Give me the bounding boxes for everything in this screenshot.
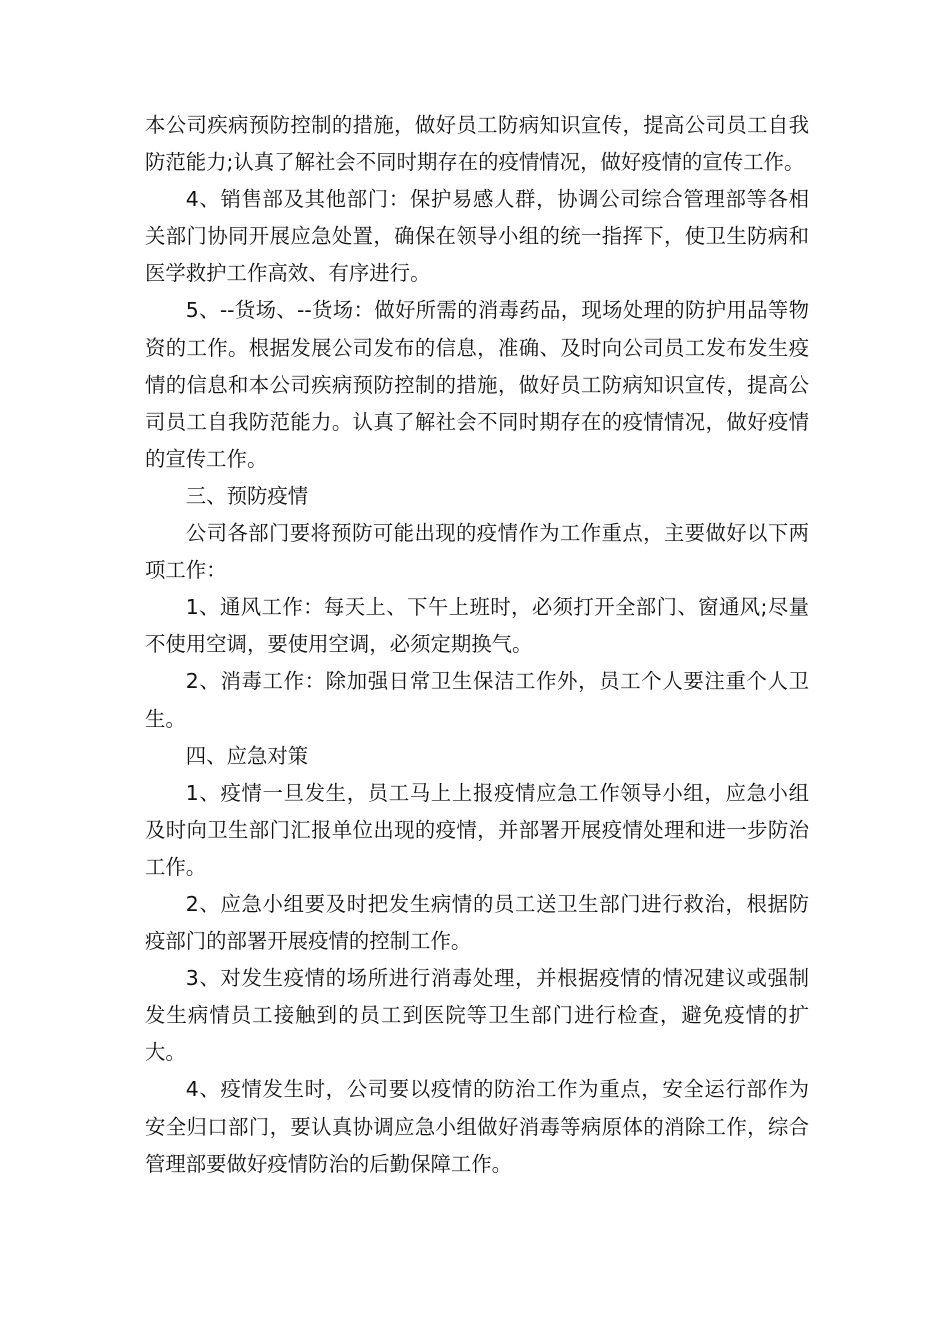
paragraph-disinfection: 2、消毒工作：除加强日常卫生保洁工作外，员工个人要注重个人卫生。: [145, 669, 809, 731]
paragraph-emergency-4: 4、疫情发生时，公司要以疫情的防治工作为重点，安全运行部作为安全归口部门，要认真协调应急小组做好消毒等病原体的消除工作，综合管理部要做好疫情防治的后勤保障工作。: [145, 1077, 809, 1176]
document-body: [145, 107, 809, 1183]
paragraph-prevention-intro: 公司各部门要将预防可能出现的疫情作为工作重点，主要做好以下两项工作：: [145, 521, 809, 583]
section-heading-prevention: 三、预防疫情: [185, 483, 309, 508]
section-heading-emergency: 四、应急对策: [185, 743, 309, 768]
paragraph-sales-dept: 4、销售部及其他部门：保护易感人群，协调公司综合管理部等各相关部门协同开展应急处置，确保在领导小组的统一指挥下，使卫生防病和医学救护工作高效、有序进行。: [145, 187, 809, 286]
paragraph-emergency-1: 1、疫情一旦发生，员工马上上报疫情应急工作领导小组，应急小组及时向卫生部门汇报单位出现的疫情，并部署开展疫情处理和进一步防治工作。: [145, 780, 809, 879]
paragraph-continuation: 本公司疾病预防控制的措施，做好员工防病知识宣传，提高公司员工自我防范能力;认真了解社会不同时期存在的疫情情况，做好疫情的宣传工作。: [145, 113, 809, 175]
paragraph-emergency-3: 3、对发生疫情的场所进行消毒处理，并根据疫情的情况建议或强制发生病情员工接触到的员工到医院等卫生部门进行检查，避免疫情的扩大。: [145, 966, 809, 1065]
paragraph-freight-yard: 5、--货场、--货场：做好所需的消毒药品，现场处理的防护用品等物资的工作。根据发展公司发布的信息，准确、及时向公司员工发布发生疫情的信息和本公司疾病预防控制的措施，做好员工防病知识宣传，提高公司员工自我防范能力。认真了解社会不同时期存在的疫情情况，做好疫情的宣传工作。: [145, 298, 809, 471]
paragraph-emergency-2: 2、应急小组要及时把发生病情的员工送卫生部门进行救治，根据防疫部门的部署开展疫情的控制工作。: [145, 891, 809, 954]
paragraph-ventilation: 1、通风工作：每天上、下午上班时，必须打开全部门、窗通风;尽量不使用空调，要使用空调，必须定期换气。: [145, 595, 809, 657]
